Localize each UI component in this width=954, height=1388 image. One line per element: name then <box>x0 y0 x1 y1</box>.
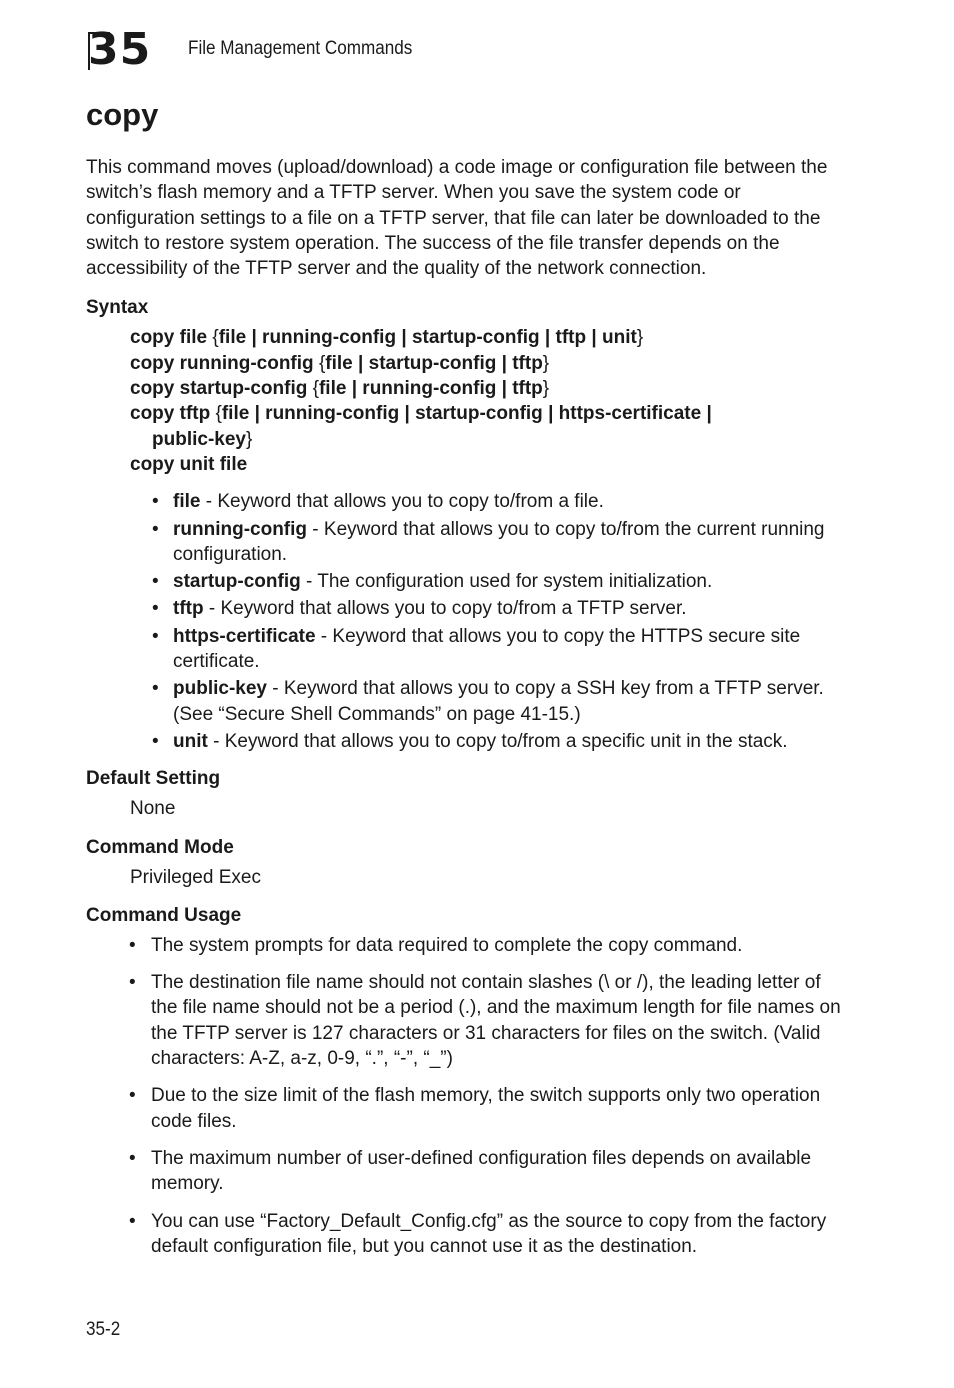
parameter-item: • https-certificate - Keyword that allows you to copy the HTTPS secure site certificate. <box>173 624 846 675</box>
page-number: 35-2 <box>86 1319 121 1340</box>
usage-item: • The maximum number of user-defined configuration files depends on available memory. <box>151 1146 846 1197</box>
parameter-item: • unit - Keyword that allows you to copy to/from a specific unit in the stack. <box>173 729 846 754</box>
parameter-item: • running-config - Keyword that allows you to copy to/from the current running configuration. <box>173 517 846 568</box>
usage-item: • You can use “Factory_Default_Config.cfg” as the source to copy from the factory default configuration file, but you cannot use it as the destination. <box>151 1209 846 1260</box>
intro-paragraph: This command moves (upload/download) a code image or configuration file between the switch’s flash memory and a TFTP server. When you save the system code or configuration settings to a file on a TFTP server, that file can later be downloaded to the switch to restore system operation. The success of the file transfer depends on the accessibility of the TFTP server and the quality of the network connection. <box>86 157 828 280</box>
syntax-heading: Syntax <box>86 297 149 319</box>
syntax-line: copy unit file <box>130 453 248 475</box>
syntax-line: copy tftp {file | running-config | startup-config | https-certificate | <box>130 403 712 425</box>
command-mode-value: Privileged Exec <box>130 866 261 888</box>
syntax-line: copy running-config {file | startup-config | tftp} <box>130 352 550 374</box>
chapter-number: 35 <box>88 24 152 75</box>
parameter-item: • public-key - Keyword that allows you to copy a SSH key from a TFTP server. (See “Secure Shell Commands” on page 41-15.) <box>173 676 846 727</box>
usage-item: • Due to the size limit of the flash memory, the switch supports only two operation code files. <box>151 1083 846 1134</box>
usage-item: • The system prompts for data required to complete the copy command. <box>151 933 846 958</box>
command-title: copy <box>86 97 159 132</box>
syntax-line: copy file {file | running-config | startup-config | tftp | unit} <box>130 327 644 349</box>
default-setting-heading: Default Setting <box>86 768 221 790</box>
parameter-item: • tftp - Keyword that allows you to copy to/from a TFTP server. <box>173 596 846 621</box>
syntax-line-continuation: public-key} <box>152 428 253 450</box>
parameter-list <box>86 489 846 754</box>
command-mode-heading: Command Mode <box>86 836 234 858</box>
usage-item: • The destination file name should not contain slashes (\ or /), the leading letter of the file name should not be a period (.), and the maximum length for file names on the TFTP server is 127 characters or 31 characters for files on the switch. (Valid characters: A-Z, a-z, 0-9, “.”, “-”, “_”) <box>151 970 846 1071</box>
command-usage-heading: Command Usage <box>86 904 242 926</box>
default-setting-value: None <box>130 798 176 820</box>
parameter-item: • file - Keyword that allows you to copy to/from a file. <box>173 489 846 514</box>
syntax-line: copy startup-config {file | running-config | tftp} <box>130 378 550 400</box>
command-body <box>86 155 846 1271</box>
parameter-item: • startup-config - The configuration used for system initialization. <box>173 569 846 594</box>
command-usage-list <box>86 933 846 1259</box>
chapter-title: File Management Commands <box>188 38 413 59</box>
syntax-block <box>130 325 846 477</box>
